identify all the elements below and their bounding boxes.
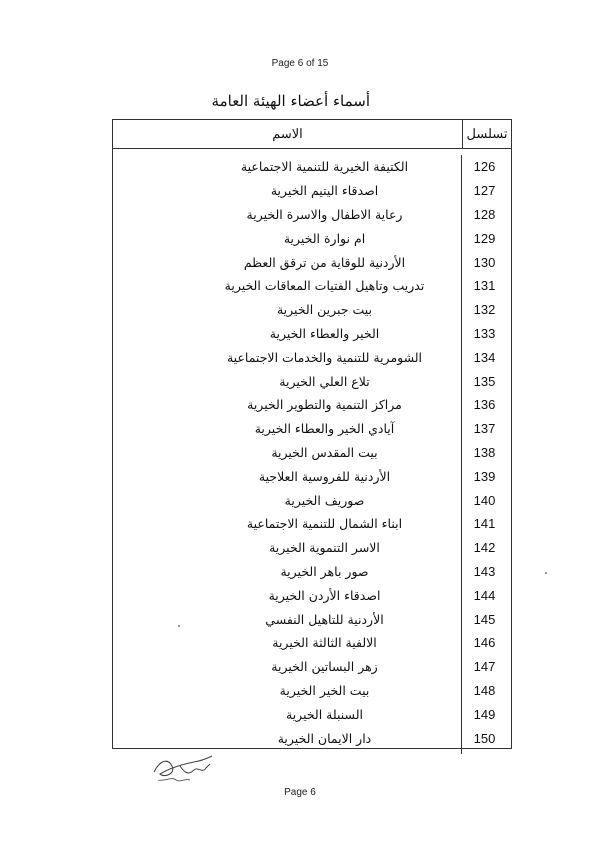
table-rows [113, 155, 511, 750]
row-name: اصدقاء اليتيم الخيرية [270, 183, 379, 199]
table-row [113, 583, 511, 607]
row-number: 143 [473, 563, 496, 579]
table-row [113, 512, 511, 536]
column-header-name: الاسم [272, 126, 303, 142]
table-row [113, 679, 511, 703]
table-row [113, 274, 511, 298]
table-row [113, 155, 511, 179]
row-number: 146 [473, 635, 496, 651]
row-name: بيت جبرين الخيرية [276, 302, 373, 318]
row-number: 131 [473, 278, 496, 294]
row-number: 134 [473, 349, 496, 365]
column-header-number: تسلسل [462, 120, 511, 148]
row-name: الاسر التنموية الخيرية [269, 540, 380, 556]
row-number: 135 [473, 373, 496, 389]
row-name: تدريب وتاهيل الفتيات المعاقات الخيرية [224, 278, 425, 294]
table-row [113, 393, 511, 417]
row-name: الشومرية للتنمية والخدمات الاجتماعية [226, 349, 423, 365]
row-number: 130 [473, 254, 496, 270]
row-name: صور باهر الخيرية [280, 563, 369, 579]
row-number: 144 [473, 587, 496, 603]
row-number: 126 [473, 159, 496, 175]
row-number: 150 [473, 730, 496, 746]
row-name: ام نوارة الخيرية [283, 230, 366, 246]
table-row [113, 250, 511, 274]
row-number: 145 [473, 611, 496, 627]
row-name: رعاية الاطفال والاسرة الخيرية [246, 206, 403, 222]
scan-speck [545, 572, 547, 574]
row-number: 136 [473, 397, 496, 413]
table-row [113, 488, 511, 512]
table-row [113, 322, 511, 346]
table-row [113, 464, 511, 488]
row-name: ابناء الشمال للتنمية الاجتماعية [246, 516, 403, 532]
table-row [113, 726, 511, 750]
row-name: آيادي الخير والعطاء الخيرية [254, 421, 395, 437]
row-number: 133 [473, 325, 496, 341]
row-number: 137 [473, 421, 496, 437]
table-row [113, 203, 511, 227]
row-name: زهر البساتين الخيرية [271, 659, 378, 675]
table-row [113, 226, 511, 250]
row-number: 147 [473, 659, 496, 675]
row-name: اصدقاء الأردن الخيرية [268, 587, 381, 603]
row-number: 142 [473, 540, 496, 556]
table-body [113, 155, 511, 754]
table-row [113, 417, 511, 441]
table-row [113, 179, 511, 203]
table-header-row [113, 120, 511, 149]
table-row [113, 560, 511, 584]
row-number: 141 [473, 516, 496, 532]
table-row [113, 607, 511, 631]
scan-speck [178, 625, 180, 627]
row-name: الأردنية للتاهيل النفسي [265, 611, 384, 627]
row-name: بيت الخير الخيرية [279, 682, 370, 698]
row-number: 127 [473, 183, 496, 199]
row-name: السنبلة الخيرية [286, 706, 363, 722]
row-number: 139 [473, 468, 496, 484]
row-name: دار الايمان الخيرية [277, 730, 372, 746]
row-number: 148 [473, 682, 496, 698]
page-footer-label: Page 6 [284, 787, 316, 798]
row-name: الأردنية للفروسية العلاجية [258, 468, 391, 484]
row-number: 140 [473, 492, 496, 508]
row-number: 129 [473, 230, 496, 246]
row-number: 128 [473, 206, 496, 222]
table-row [113, 441, 511, 465]
row-number: 132 [473, 302, 496, 318]
row-name: الخير والعطاء الخيرية [269, 325, 380, 341]
table-row [113, 631, 511, 655]
table-row [113, 298, 511, 322]
row-name: الأردنية للوقاية من ترقق العظم [243, 254, 406, 270]
row-name: تلاع العلي الخيرية [279, 373, 370, 389]
members-table [112, 119, 512, 749]
table-row [113, 655, 511, 679]
document-title: أسماء أعضاء الهيئة العامة [211, 92, 370, 110]
row-name: الالفية الثالثة الخيرية [272, 635, 377, 651]
row-number: 149 [473, 706, 496, 722]
row-name: صوريف الخيرية [284, 492, 365, 508]
table-row [113, 369, 511, 393]
row-name: مراكز التنمية والتطوير الخيرية [247, 397, 402, 413]
column-divider [461, 155, 462, 754]
table-row [113, 345, 511, 369]
handwritten-signature [150, 752, 216, 786]
table-row [113, 702, 511, 726]
row-number: 138 [473, 444, 496, 460]
table-row [113, 536, 511, 560]
row-name: الكتيفة الخيرية للتنمية الاجتماعية [240, 159, 409, 175]
row-name: بيت المقدس الخيرية [271, 444, 378, 460]
page-header-label: Page 6 of 15 [271, 58, 329, 69]
